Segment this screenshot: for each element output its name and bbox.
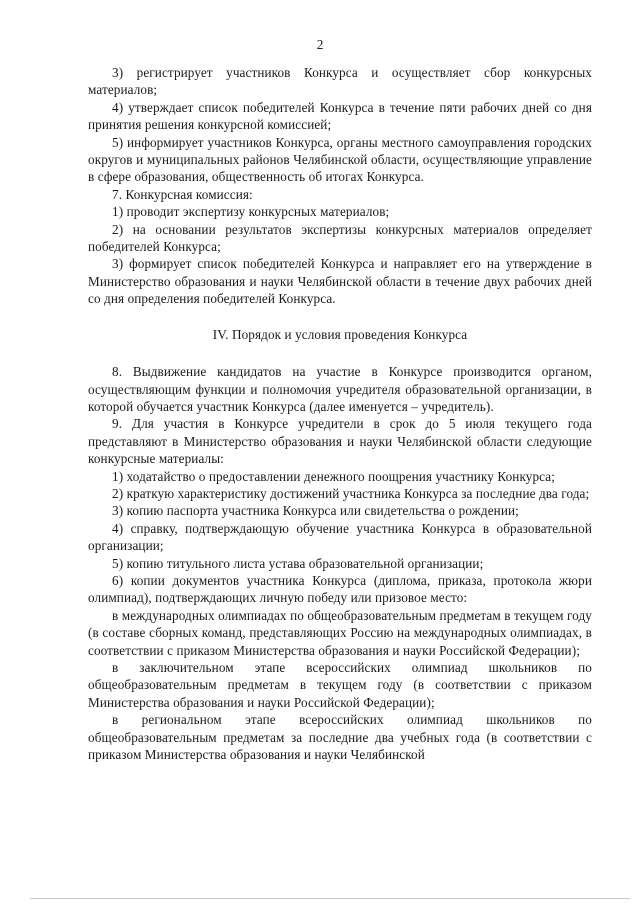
paragraph-commission-3: 3) формирует список победителей Конкурса и направляет его на утверждение в Министерство образования и науки Челябинской области в течение двух рабочих дней со дня определения победителей Конкурса. bbox=[88, 256, 592, 307]
paragraph-commission-1: 1) проводит экспертизу конкурсных материалов; bbox=[112, 204, 390, 220]
paragraph-commission-2: 2) на основании результатов экспертизы конкурсных материалов определяет победителей Конкурса; bbox=[88, 221, 592, 255]
paragraph-material-1: 1) ходатайство о предоставлении денежного поощрения участнику Конкурса; bbox=[112, 468, 556, 484]
paragraph-olympiad-regional: в региональном этапе всероссийских олимпиад школьников по общеобразовательным предметам за последние два учебных года (в соответствии с приказом Министерства образования и науки Челябинской bbox=[88, 712, 592, 763]
paragraph-clause-9: 9. Для участия в Конкурсе учредители в срок до 5 июля текущего года представляют в Министерство образования и науки Челябинской области следующие конкурсные материалы: bbox=[88, 416, 592, 467]
paragraph-clause-7: 7. Конкурсная комиссия: bbox=[112, 186, 253, 202]
page-number: 2 bbox=[316, 37, 324, 52]
paragraph-item-5-inform: 5) информирует участников Конкурса, органы местного самоуправления городских округов и муниципальных районов Челябинской области, осуществляющие управление в сфере образования, общественность об итогах Конкурса. bbox=[88, 134, 592, 185]
paragraph-olympiad-final: в заключительном этапе всероссийских олимпиад школьников по общеобразовательным предметам в текущем году (в соответствии с приказом Министерства образования и науки Российской Федерации); bbox=[88, 660, 592, 710]
paragraph-olympiad-international: в международных олимпиадах по общеобразовательным предметам в текущем году (в составе сборных команд, представляющих Россию на международных олимпиадах, в соответствии с приказом Министерства образования и науки Российской Федерации); bbox=[88, 607, 592, 658]
paragraph-item-3-register: 3) регистрирует участников Конкурса и осуществляет сбор конкурсных материалов; bbox=[88, 65, 592, 98]
paragraph-material-5: 5) копию титульного листа устава образовательной организации; bbox=[112, 555, 484, 571]
paragraph-material-4: 4) справку, подтверждающую обучение участника Конкурса в образовательной организации; bbox=[88, 520, 592, 554]
section-heading: IV. Порядок и условия проведения Конкурса bbox=[212, 326, 468, 342]
paragraph-material-2: 2) краткую характеристику достижений участника Конкурса за последние два года; bbox=[112, 485, 590, 501]
paragraph-material-3: 3) копию паспорта участника Конкурса или свидетельства о рождении; bbox=[112, 503, 519, 519]
document-body bbox=[88, 64, 592, 763]
paragraph-item-4-approve: 4) утверждает список победителей Конкурса в течение пяти рабочих дней со дня принятия решения конкурсной комиссией; bbox=[88, 99, 592, 133]
paragraph-clause-8: 8. Выдвижение кандидатов на участие в Конкурсе производится органом, осуществляющим функции и полномочия учредителя образовательной организации, в которой обучается участник Конкурса (далее именуется – учредитель). bbox=[88, 364, 592, 414]
scan-bottom-edge bbox=[30, 898, 630, 899]
paragraph-material-6: 6) копии документов участника Конкурса (диплома, приказа, протокола жюри олимпиад), подтверждающих личную победу или призовое место: bbox=[88, 572, 592, 606]
